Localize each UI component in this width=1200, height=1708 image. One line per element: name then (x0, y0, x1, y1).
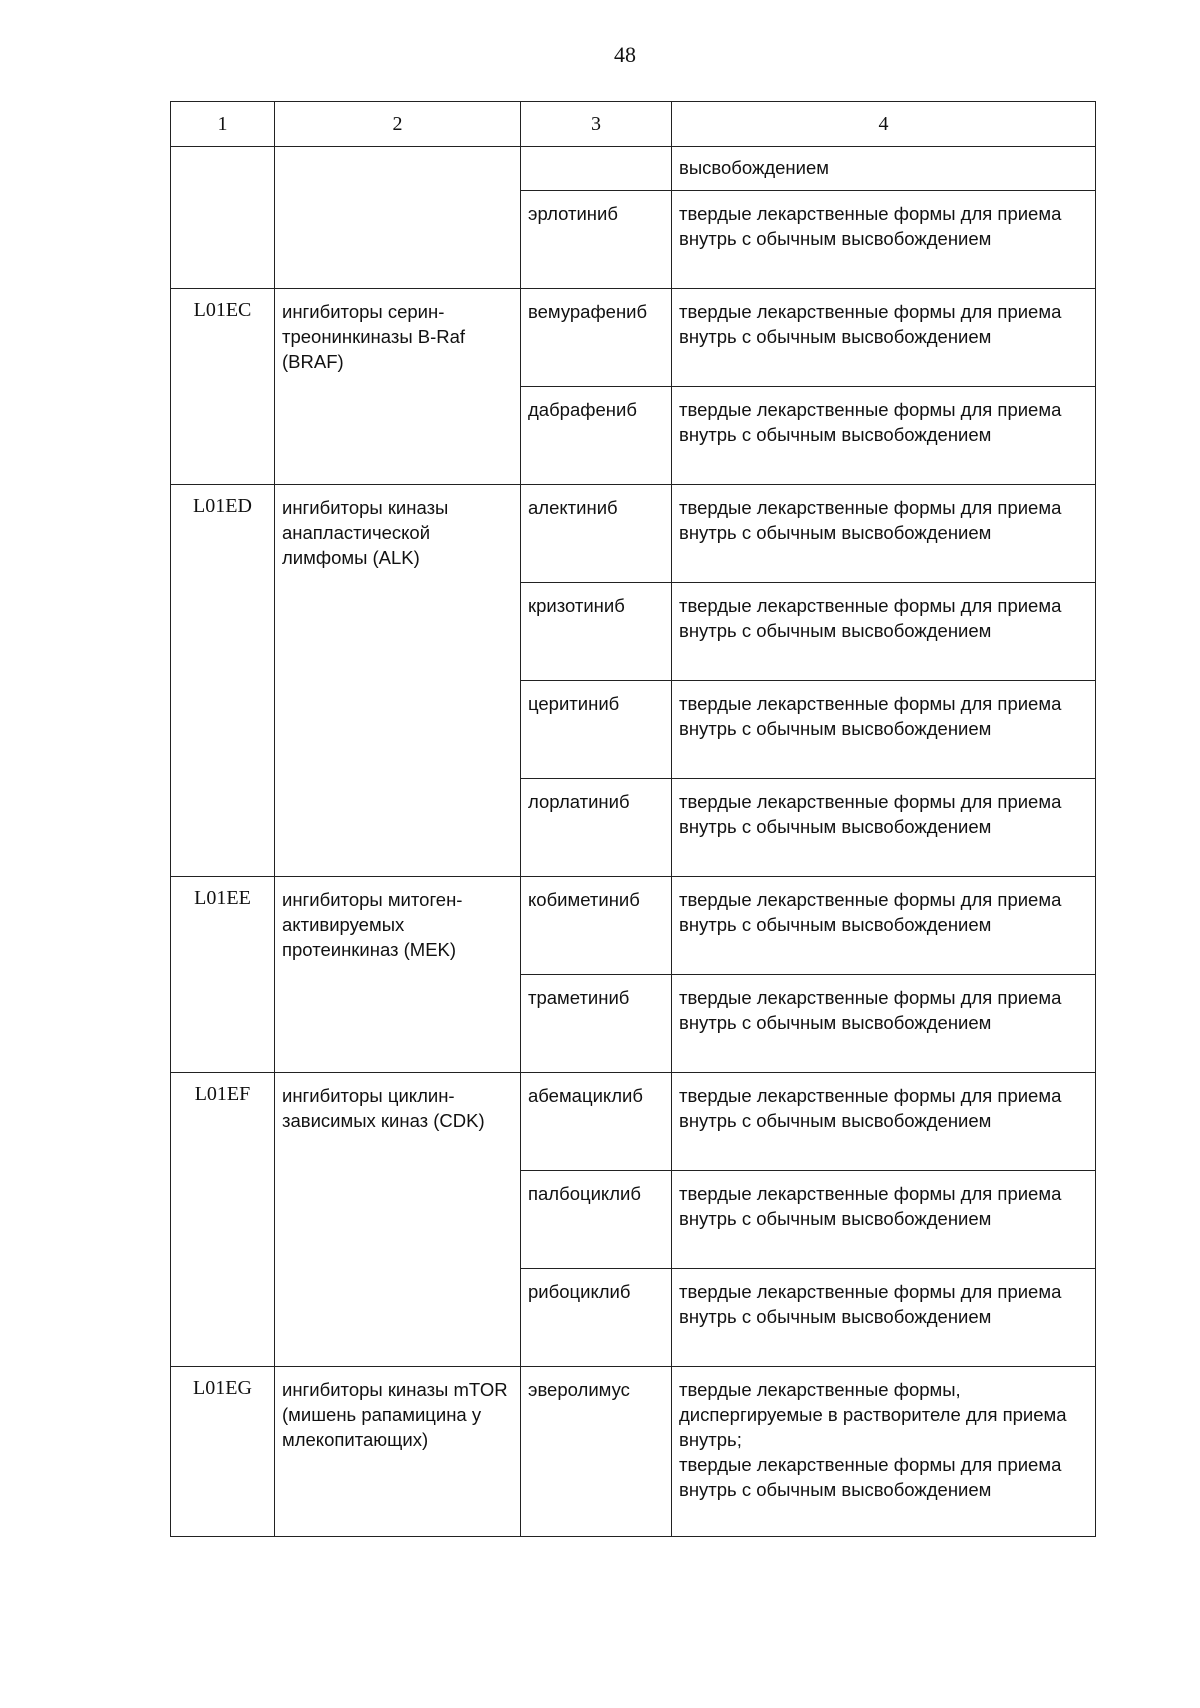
group-title-cell: ингибиторы серин-треонинкиназы B-Raf (BRAF) (275, 289, 521, 485)
group-cell (275, 147, 521, 289)
dosage-form-cell: твердые лекарственные формы, диспергируемые в растворителе для приема внутрь; твердые лекарственные формы для приема внутрь с обычным высвобождением (672, 1367, 1096, 1537)
drug-name-cell: абемациклиб (521, 1073, 672, 1171)
dosage-form-cell: твердые лекарственные формы для приема внутрь с обычным высвобождением (672, 975, 1096, 1073)
table-row (171, 877, 1096, 975)
atc-code-cell: L01EC (171, 289, 275, 485)
group-title-cell: ингибиторы циклин-зависимых киназ (CDK) (275, 1073, 521, 1367)
dosage-form-cell: твердые лекарственные формы для приема внутрь с обычным высвобождением (672, 583, 1096, 681)
dosage-form-cell: твердые лекарственные формы для приема внутрь с обычным высвобождением (672, 1171, 1096, 1269)
atc-code-cell: L01ED (171, 485, 275, 877)
dosage-form-cell: твердые лекарственные формы для приема внутрь с обычным высвобождением (672, 485, 1096, 583)
drug-name-cell: палбоциклиб (521, 1171, 672, 1269)
table-row (171, 289, 1096, 387)
drug-name-cell: кризотиниб (521, 583, 672, 681)
dosage-form-cell: твердые лекарственные формы для приема внутрь с обычным высвобождением (672, 1073, 1096, 1171)
table-row (171, 1367, 1096, 1537)
atc-code-cell: L01EF (171, 1073, 275, 1367)
table-row (171, 485, 1096, 583)
header-row (171, 102, 1096, 147)
drug-name-cell: траметиниб (521, 975, 672, 1073)
table-row (171, 1073, 1096, 1171)
table-row (171, 147, 1096, 191)
dosage-form-cell: твердые лекарственные формы для приема внутрь с обычным высвобождением (672, 387, 1096, 485)
header-cell-2: 2 (275, 102, 521, 147)
dosage-form-cell: твердые лекарственные формы для приема внутрь с обычным высвобождением (672, 191, 1096, 289)
atc-code-cell: L01EG (171, 1367, 275, 1537)
drug-name-cell: лорлатиниб (521, 779, 672, 877)
drug-name-cell: вемурафениб (521, 289, 672, 387)
page-number: 48 (614, 42, 636, 67)
dosage-form-cell: твердые лекарственные формы для приема внутрь с обычным высвобождением (672, 877, 1096, 975)
atc-code-cell: L01EE (171, 877, 275, 1073)
drug-name-cell: кобиметиниб (521, 877, 672, 975)
drug-name-cell: церитиниб (521, 681, 672, 779)
code-cell (171, 147, 275, 289)
group-title-cell: ингибиторы митоген-активируемых протеинкиназ (MEK) (275, 877, 521, 1073)
header-cell-1: 1 (171, 102, 275, 147)
drug-name-cell (521, 147, 672, 191)
drug-name-cell: алектиниб (521, 485, 672, 583)
dosage-form-cell: твердые лекарственные формы для приема внутрь с обычным высвобождением (672, 681, 1096, 779)
group-title-cell: ингибиторы киназы анапластической лимфомы (ALK) (275, 485, 521, 877)
dosage-form-cell: твердые лекарственные формы для приема внутрь с обычным высвобождением (672, 779, 1096, 877)
dosage-form-cell: высвобождением (672, 147, 1096, 191)
group-title-cell: ингибиторы киназы mTOR (мишень рапамицина у млекопитающих) (275, 1367, 521, 1537)
drug-name-cell: дабрафениб (521, 387, 672, 485)
dosage-form-cell: твердые лекарственные формы для приема внутрь с обычным высвобождением (672, 1269, 1096, 1367)
drug-name-cell: эрлотиниб (521, 191, 672, 289)
header-cell-3: 3 (521, 102, 672, 147)
header-cell-4: 4 (672, 102, 1096, 147)
dosage-form-cell: твердые лекарственные формы для приема внутрь с обычным высвобождением (672, 289, 1096, 387)
drug-table (170, 101, 1096, 1537)
drug-name-cell: эверолимус (521, 1367, 672, 1537)
drug-name-cell: рибоциклиб (521, 1269, 672, 1367)
